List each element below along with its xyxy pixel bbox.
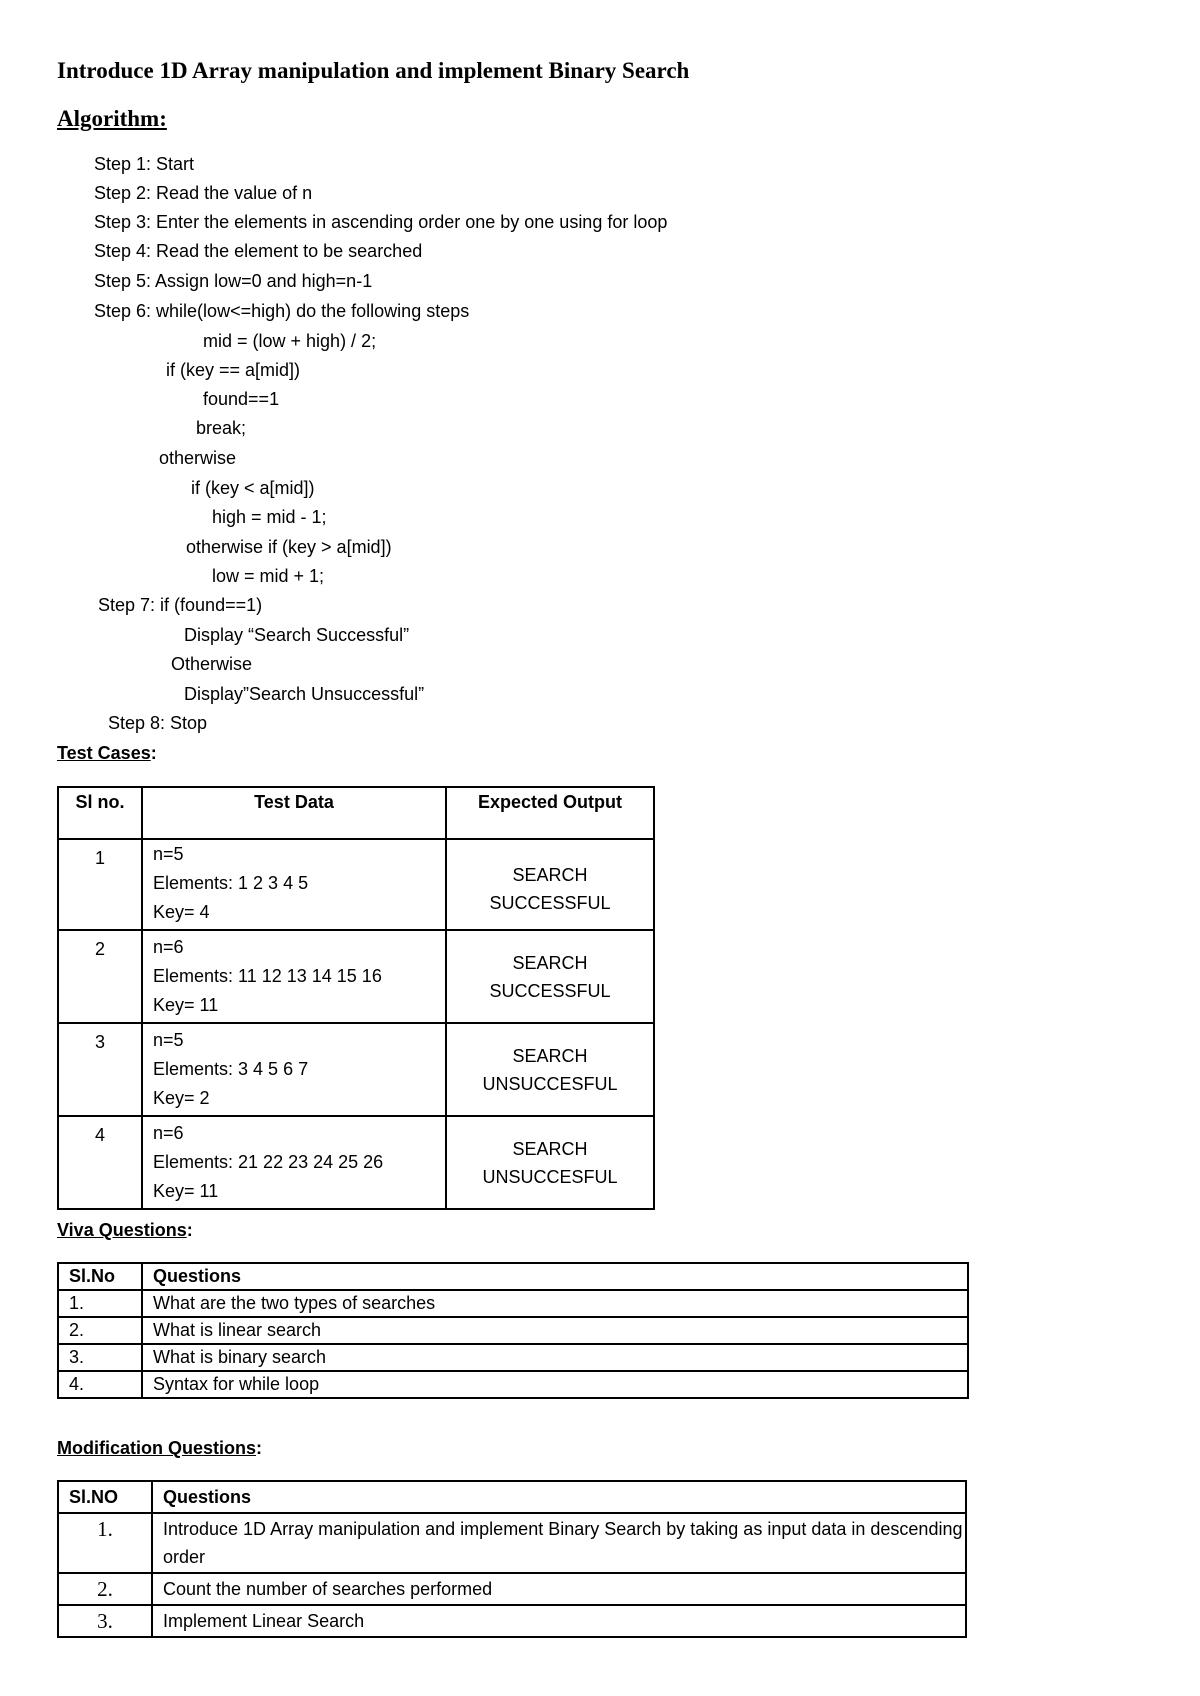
- cell-sl: 4.: [58, 1371, 142, 1398]
- test-data-n: n=6: [153, 1123, 184, 1143]
- cell-question: Count the number of searches performed: [152, 1573, 966, 1605]
- algorithm-line: Display”Search Unsuccessful”: [184, 684, 425, 704]
- algorithm-line: otherwise if (key > a[mid]): [186, 537, 392, 557]
- test-data-key: Key= 4: [153, 902, 210, 922]
- cell-sl: 2.: [58, 1317, 142, 1344]
- algorithm-line: otherwise: [159, 448, 237, 468]
- output-line-1: SEARCH: [512, 1045, 588, 1066]
- test-cases-table: [57, 786, 655, 1210]
- column-header-sl: Sl.NO: [58, 1481, 152, 1513]
- test-data-n: n=6: [153, 937, 184, 957]
- cell-sl: 1.: [58, 1290, 142, 1317]
- cell-sl: 2: [58, 930, 142, 1023]
- test-data-n: n=5: [153, 844, 184, 864]
- test-data-elements: Elements: 21 22 23 24 25 26: [153, 1152, 384, 1172]
- test-data-elements: Elements: 11 12 13 14 15 16: [153, 966, 382, 986]
- viva-heading-text: Viva Questions: [57, 1220, 187, 1240]
- output-line-2: UNSUCCESFUL: [482, 1073, 618, 1094]
- column-header-questions: Questions: [152, 1481, 966, 1513]
- cell-question: What are the two types of searches: [142, 1290, 968, 1317]
- cell-question: Implement Linear Search: [152, 1605, 966, 1637]
- table-row: [58, 1023, 654, 1116]
- table-row: [58, 930, 654, 1023]
- table-row: [58, 1371, 968, 1398]
- table-header-row: [58, 787, 654, 839]
- column-header-test-data: Test Data: [142, 787, 446, 839]
- output-line-2: SUCCESSFUL: [489, 892, 611, 913]
- algorithm-line: Step 6: while(low<=high) do the following steps: [94, 301, 470, 321]
- test-cases-heading-text: Test Cases: [57, 743, 151, 763]
- test-cases-heading: [57, 741, 157, 765]
- test-data-key: Key= 11: [153, 1181, 219, 1201]
- algorithm-line: found==1: [203, 389, 280, 409]
- document-title: Introduce 1D Array manipulation and implement Binary Search: [57, 58, 690, 83]
- table-row: [58, 1344, 968, 1371]
- algorithm-line: Display “Search Successful”: [184, 625, 410, 645]
- table-row: [58, 839, 654, 930]
- test-data-elements: Elements: 3 4 5 6 7: [153, 1059, 309, 1079]
- cell-test-data: [142, 930, 446, 1023]
- cell-sl: 3.: [58, 1344, 142, 1371]
- heading-colon: :: [256, 1438, 263, 1458]
- modification-questions-table: [57, 1480, 967, 1638]
- table-row: [58, 1605, 966, 1637]
- test-data-elements: Elements: 1 2 3 4 5: [153, 873, 309, 893]
- algorithm-heading: Algorithm:: [57, 106, 167, 131]
- cell-expected-output: [446, 1023, 654, 1116]
- cell-expected-output: [446, 930, 654, 1023]
- cell-test-data: [142, 1023, 446, 1116]
- algorithm-line: Step 1: Start: [94, 154, 195, 174]
- table-row: [58, 1513, 966, 1573]
- cell-question: Introduce 1D Array manipulation and implement Binary Search by taking as input data in descending order: [152, 1513, 966, 1573]
- cell-question: What is binary search: [142, 1344, 968, 1371]
- test-data-n: n=5: [153, 1030, 184, 1050]
- cell-expected-output: [446, 1116, 654, 1209]
- heading-colon: :: [150, 743, 157, 763]
- algorithm-line: break;: [196, 418, 247, 438]
- test-data-key: Key= 11: [153, 995, 219, 1015]
- table-row: [58, 1116, 654, 1209]
- cell-sl: 2.: [58, 1573, 152, 1605]
- column-header-questions: Questions: [142, 1263, 968, 1290]
- cell-test-data: [142, 839, 446, 930]
- cell-question: What is linear search: [142, 1317, 968, 1344]
- algorithm-line: Step 2: Read the value of n: [94, 183, 313, 203]
- table-header-row: [58, 1481, 966, 1513]
- algorithm-line: Step 7: if (found==1): [98, 595, 263, 615]
- cell-sl: 4: [58, 1116, 142, 1209]
- algorithm-line: high = mid - 1;: [212, 507, 327, 527]
- column-header-sl: Sl.No: [58, 1263, 142, 1290]
- algorithm-line: low = mid + 1;: [212, 566, 325, 586]
- modification-heading-text: Modification Questions: [57, 1438, 257, 1458]
- output-line-1: SEARCH: [512, 864, 588, 885]
- column-header-sl: Sl no.: [58, 787, 142, 839]
- table-row: [58, 1573, 966, 1605]
- output-line-2: UNSUCCESFUL: [482, 1166, 618, 1187]
- cell-test-data: [142, 1116, 446, 1209]
- output-line-1: SEARCH: [512, 952, 588, 973]
- viva-questions-table: [57, 1262, 969, 1399]
- algorithm-line: Step 5: Assign low=0 and high=n-1: [94, 271, 373, 291]
- table-row: [58, 1290, 968, 1317]
- algorithm-line: Step 8: Stop: [108, 713, 208, 733]
- column-header-expected-output: Expected Output: [446, 787, 654, 839]
- algorithm-line: Otherwise: [171, 654, 253, 674]
- cell-sl: 3: [58, 1023, 142, 1116]
- algorithm-line: Step 4: Read the element to be searched: [94, 241, 423, 261]
- modification-questions-heading: [57, 1436, 262, 1460]
- cell-expected-output: [446, 839, 654, 930]
- algorithm-line: if (key < a[mid]): [191, 478, 315, 498]
- test-data-key: Key= 2: [153, 1088, 210, 1108]
- viva-questions-heading: [57, 1218, 193, 1242]
- cell-sl: 1.: [58, 1513, 152, 1573]
- heading-colon: :: [186, 1220, 193, 1240]
- output-line-2: SUCCESSFUL: [489, 980, 611, 1001]
- table-header-row: [58, 1263, 968, 1290]
- output-line-1: SEARCH: [512, 1138, 588, 1159]
- cell-sl: 3.: [58, 1605, 152, 1637]
- algorithm-line: if (key == a[mid]): [166, 360, 301, 380]
- cell-sl: 1: [58, 839, 142, 930]
- cell-question: Syntax for while loop: [142, 1371, 968, 1398]
- algorithm-line: Step 3: Enter the elements in ascending order one by one using for loop: [94, 212, 668, 232]
- table-row: [58, 1317, 968, 1344]
- algorithm-line: mid = (low + high) / 2;: [203, 331, 377, 351]
